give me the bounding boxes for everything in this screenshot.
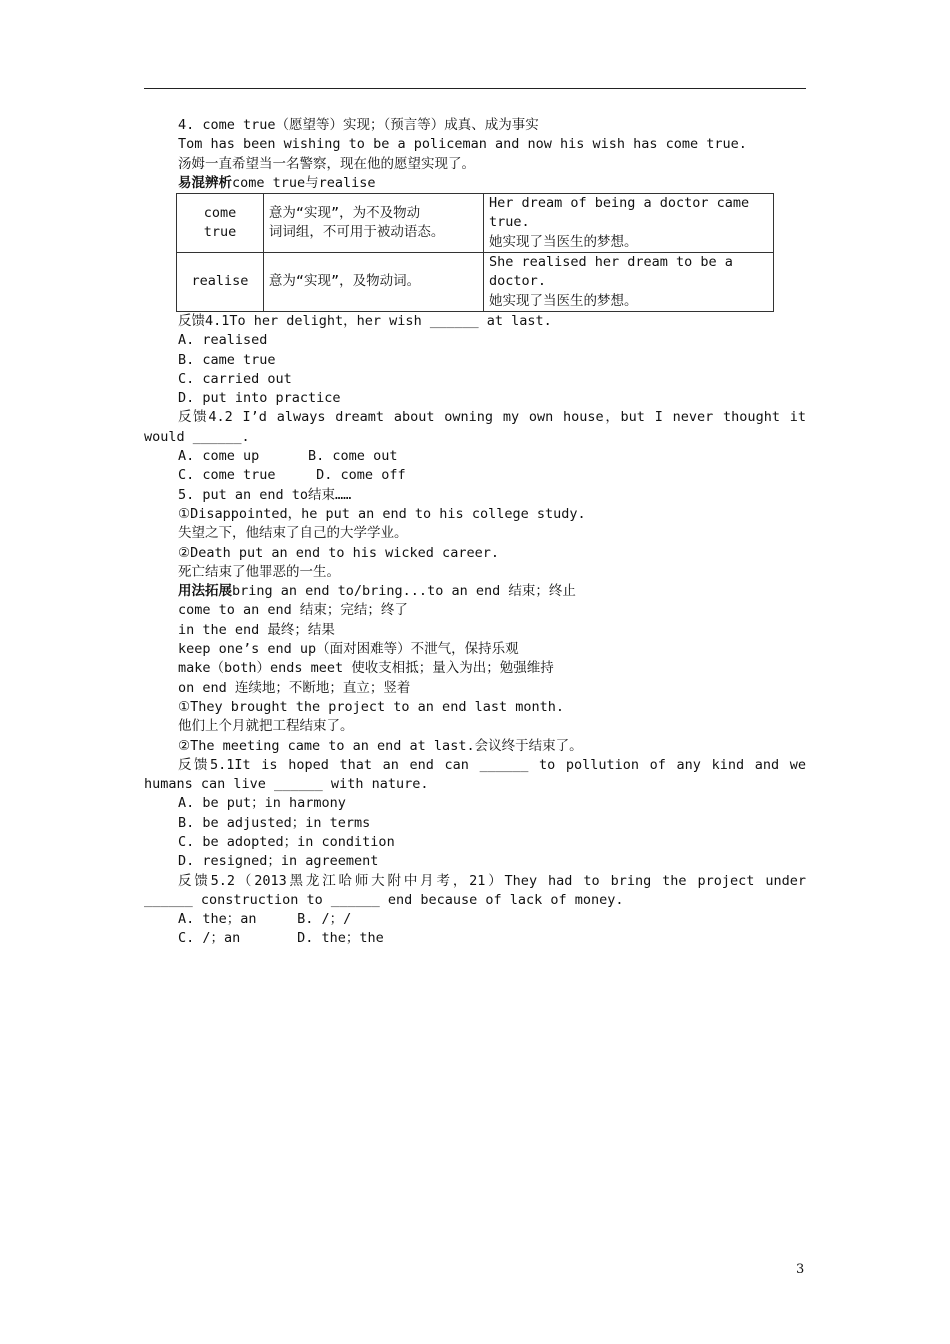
item5-ex1-zh: 失望之下，他结束了自己的大学学业。 bbox=[178, 525, 408, 542]
q52-options-cd: C. /；an D. the；the bbox=[178, 930, 384, 947]
q51-option-d: D. resigned；in agreement bbox=[178, 853, 379, 870]
q51-option-b: B. be adjusted；in terms bbox=[178, 814, 371, 831]
item5-ex3-en: ①They brought the project to an end last month. bbox=[178, 698, 564, 715]
q42-options-ab: A. come up B. come out bbox=[178, 448, 398, 465]
q41-option-b: B. came true bbox=[178, 351, 276, 368]
q52-stem-line2: ______ construction to ______ end because of lack of money. bbox=[144, 891, 624, 908]
extension-line5: make（both）ends meet 使收支相抵；量入为出；勉强维持 bbox=[178, 660, 554, 677]
q41-stem: 反馈4.1To her delight，her wish ______ at last. bbox=[178, 312, 552, 329]
extension-label: 用法拓展 bbox=[178, 583, 232, 600]
q42-stem-line1: 反馈4.2 I’d always dreamt about owning my own house，but I never thought it bbox=[178, 409, 806, 426]
meaning-cell: 意为“实现”，为不及物动 词词组，不可用于被动语态。 bbox=[263, 194, 483, 253]
item4-heading: 4. come true（愿望等）实现；（预言等）成真、成为事实 bbox=[178, 117, 539, 133]
q42-stem-line2: would ______. bbox=[144, 428, 250, 445]
compare-heading bbox=[144, 174, 806, 193]
q51-stem-line1: 反馈5.1It is hoped that an end can ______ to pollution of any kind and we bbox=[178, 756, 806, 773]
extension-line4: keep one’s end up（面对困难等）不泄气，保持乐观 bbox=[178, 641, 519, 658]
example-cell: She realised her dream to be a doctor. 她实现了当医生的梦想。 bbox=[484, 253, 774, 312]
q52-stem-line1: 反馈5.2（2013黑龙江哈师大附中月考，21）They had to bring the project under bbox=[178, 872, 806, 889]
q51-stem-line2: humans can live ______ with nature. bbox=[144, 776, 429, 793]
term-cell: come true bbox=[177, 194, 264, 253]
q51-option-c: C. be adopted；in condition bbox=[178, 833, 395, 850]
item5-ex3-zh: 他们上个月就把工程结束了。 bbox=[178, 718, 354, 735]
compare-label: 易混辨析 bbox=[178, 174, 232, 191]
page-number: 3 bbox=[796, 1262, 805, 1277]
item5-ex4: ②The meeting came to an end at last.会议终于结束了。 bbox=[178, 737, 583, 754]
item4-example-zh: 汤姆一直希望当一名警察，现在他的愿望实现了。 bbox=[178, 155, 475, 172]
header-rule bbox=[144, 88, 806, 89]
table-row bbox=[177, 194, 774, 253]
item5-heading: 5. put an end to结束…… bbox=[178, 486, 352, 503]
extension-line3: in the end 最终；结果 bbox=[178, 621, 335, 638]
q41-option-a: A. realised bbox=[178, 332, 268, 349]
compare-title: come true与realise bbox=[232, 174, 376, 191]
comparison-table bbox=[176, 193, 774, 312]
meaning-cell: 意为“实现”，及物动词。 bbox=[263, 253, 483, 312]
extension-line2: come to an end 结束；完结；终了 bbox=[178, 602, 408, 619]
q41-option-d: D. put into practice bbox=[178, 390, 341, 407]
item5-ex2-zh: 死亡结束了他罪恶的一生。 bbox=[178, 563, 340, 580]
example-cell: Her dream of being a doctor came true. 她实现了当医生的梦想。 bbox=[484, 194, 774, 253]
q51-option-a: A. be put；in harmony bbox=[178, 795, 346, 812]
item4-example-en: Tom has been wishing to be a policeman and now his wish has come true. bbox=[178, 136, 747, 153]
item5-ex2-en: ②Death put an end to his wicked career. bbox=[178, 544, 499, 561]
q42-options-cd: C. come true D. come off bbox=[178, 467, 406, 484]
item5-ex1-en: ①Disappointed，he put an end to his college study. bbox=[178, 505, 586, 522]
document-body bbox=[144, 116, 806, 949]
term-cell: realise bbox=[177, 253, 264, 312]
q52-options-ab: A. the；an B. /；/ bbox=[178, 911, 352, 928]
table-row bbox=[177, 253, 774, 312]
extension-line1: 用法拓展bring an end to/bring...to an end 结束；终止 bbox=[178, 583, 576, 600]
q41-option-c: C. carried out bbox=[178, 370, 292, 387]
extension-line6: on end 连续地；不断地；直立；竖着 bbox=[178, 679, 411, 696]
